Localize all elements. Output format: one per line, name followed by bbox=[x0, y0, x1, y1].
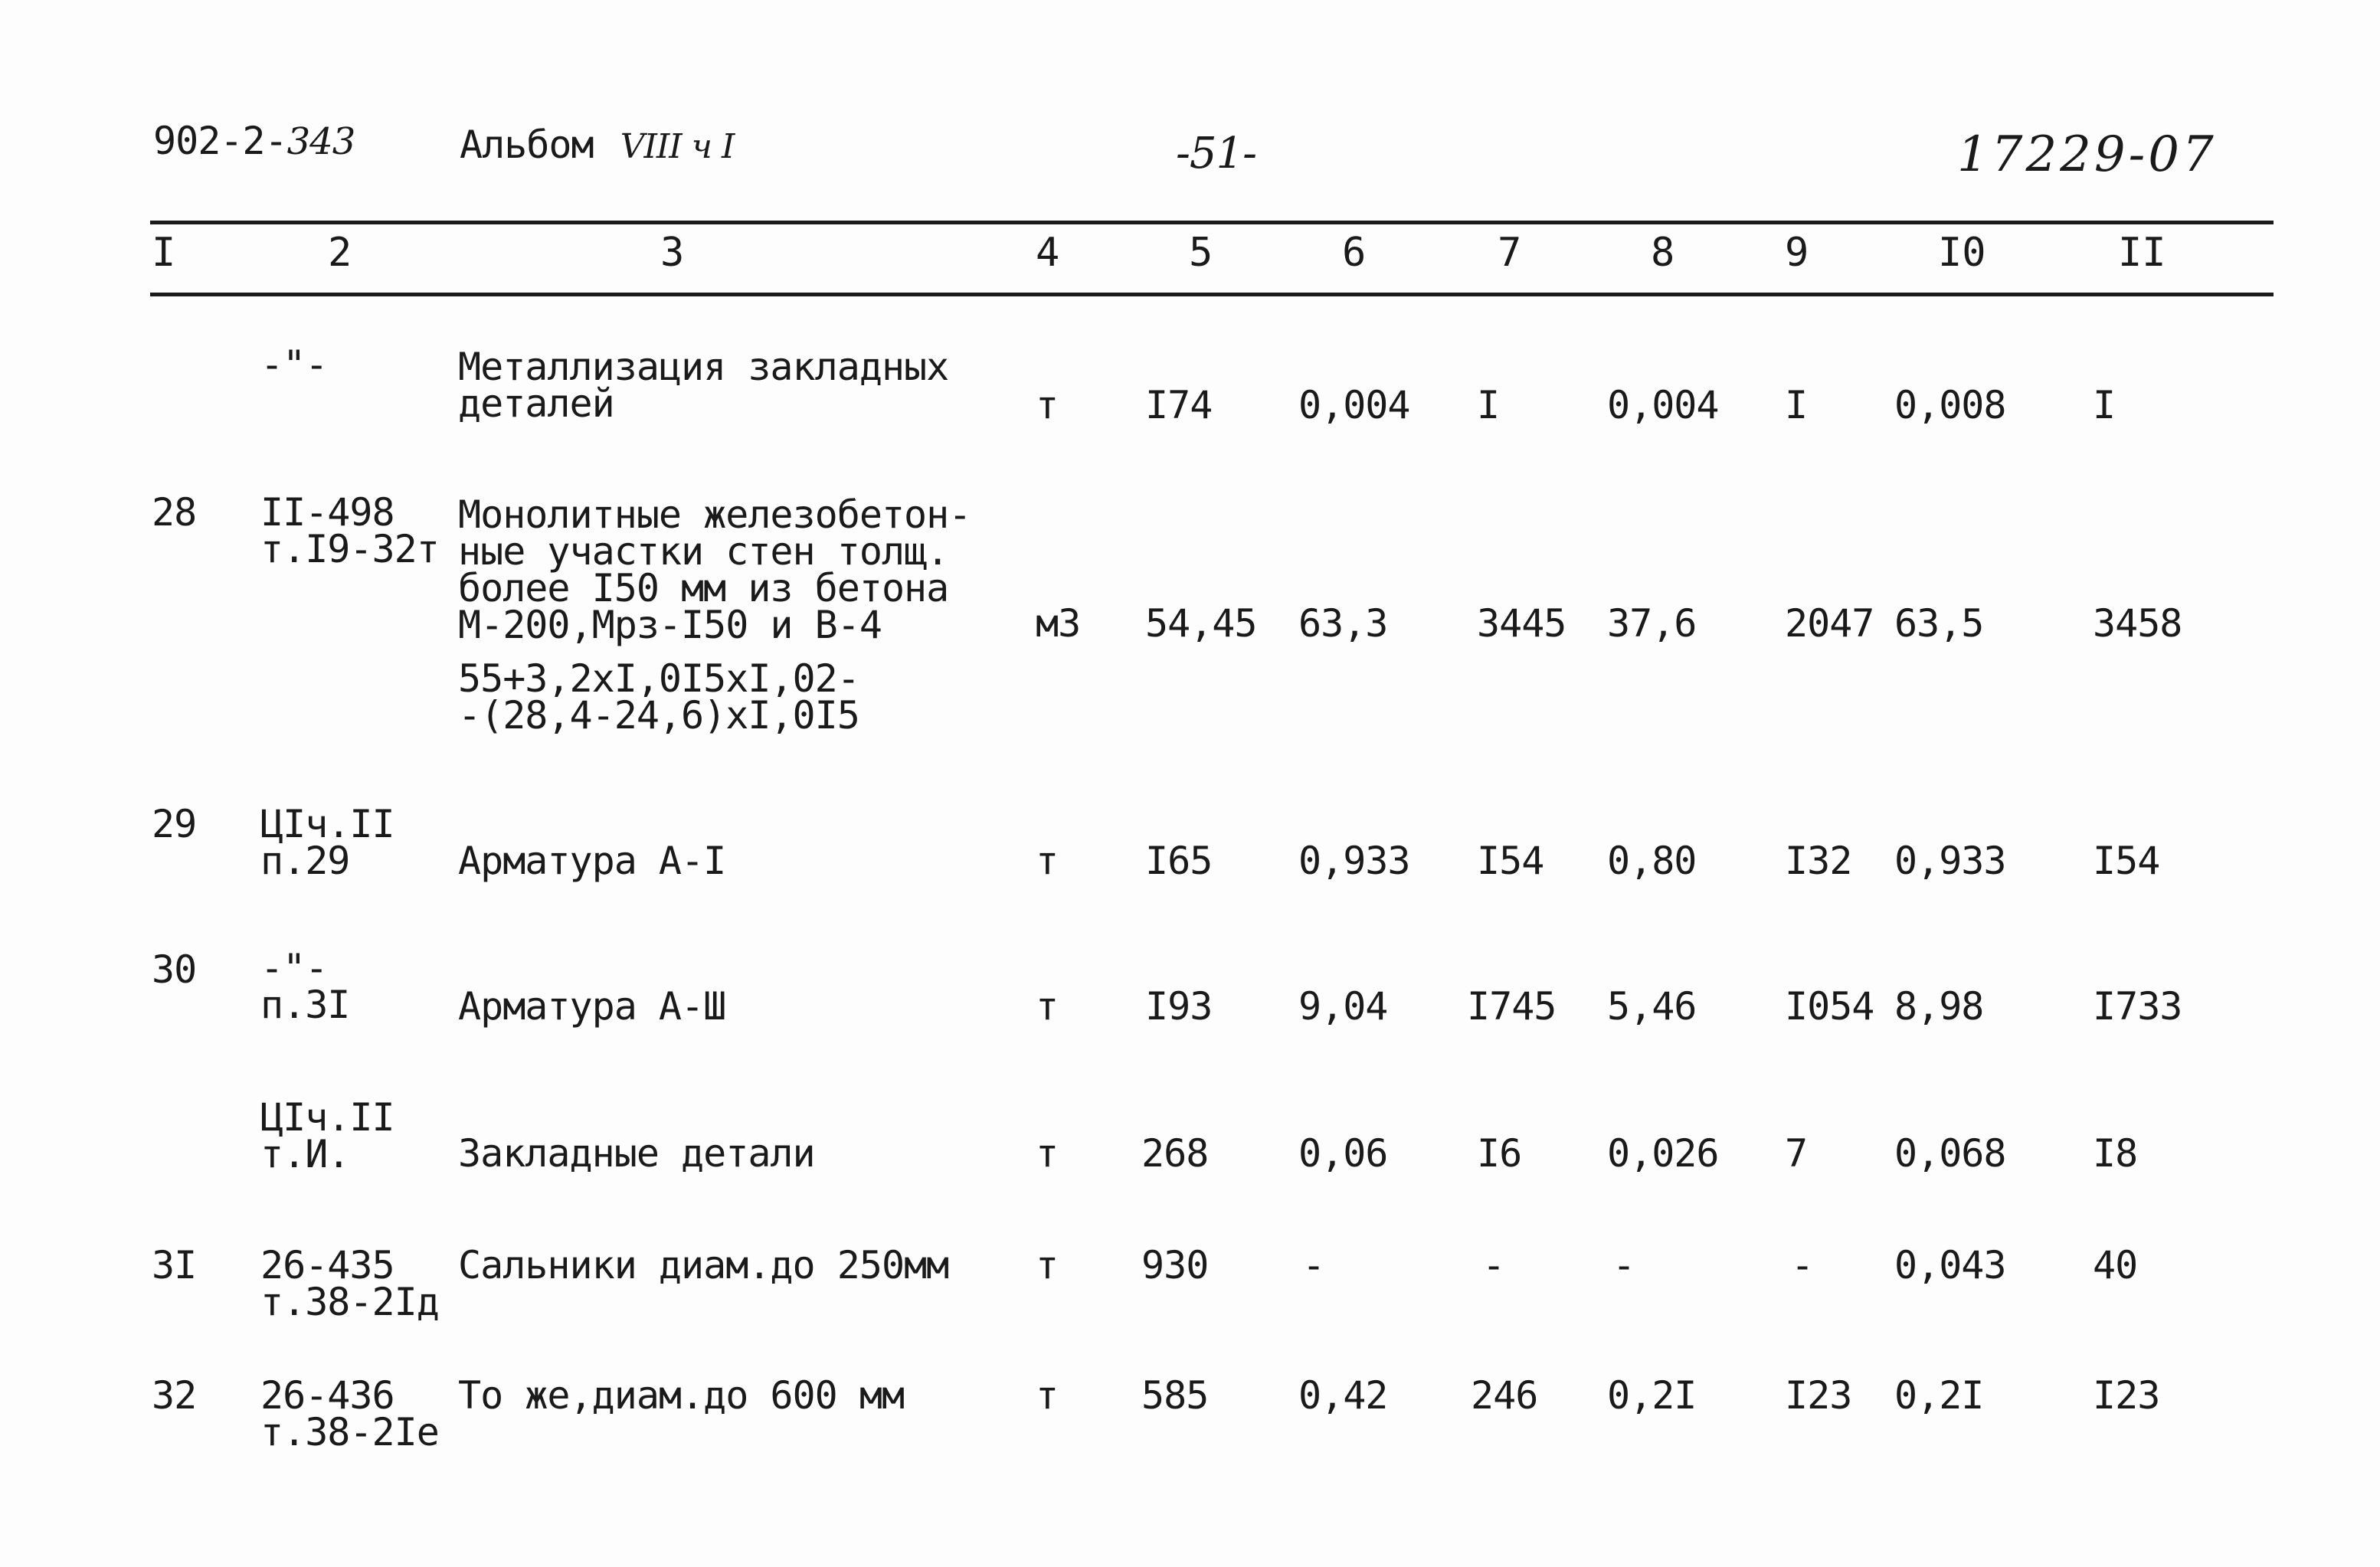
row-name-line: ные участки стен толщ. bbox=[458, 529, 949, 574]
row-name: То же,диам.до 600 мм bbox=[458, 1373, 905, 1418]
row-col5: I93 bbox=[1145, 984, 1213, 1029]
row-code-line: т.И. bbox=[260, 1132, 350, 1176]
row-unit: м3 bbox=[1036, 601, 1081, 646]
row-col8: 5,46 bbox=[1607, 984, 1697, 1029]
row-col6: 0,004 bbox=[1298, 383, 1410, 427]
row-col7: 3445 bbox=[1477, 601, 1566, 646]
row-col9: 7 bbox=[1785, 1131, 1808, 1176]
row-col9: I054 bbox=[1785, 984, 1874, 1029]
row-code bbox=[260, 1243, 439, 1324]
row-col6: 63,3 bbox=[1298, 601, 1388, 646]
row-col8: 0,2I bbox=[1607, 1373, 1697, 1418]
row-col6: 0,42 bbox=[1298, 1373, 1388, 1418]
row-col5: I74 bbox=[1145, 383, 1213, 427]
row-code-line: -"- bbox=[260, 342, 328, 387]
row-name: Арматура А-I bbox=[458, 839, 726, 883]
row-code bbox=[260, 1095, 394, 1176]
album-label: Альбом bbox=[460, 123, 594, 167]
row-code bbox=[260, 342, 328, 387]
row-col11: 3458 bbox=[2093, 601, 2182, 646]
top-rule bbox=[150, 221, 2274, 224]
row-code-line: т.I9-32т bbox=[260, 527, 439, 571]
row-name-line: М-200,Мрз-I50 и В-4 bbox=[458, 603, 882, 647]
row-col7: 246 bbox=[1471, 1373, 1538, 1418]
column-number-7: 7 bbox=[1498, 230, 1522, 276]
row-col8: 0,80 bbox=[1607, 839, 1697, 883]
column-number-5: 5 bbox=[1189, 230, 1213, 276]
row-col10: 0,933 bbox=[1894, 839, 2006, 883]
row-formula bbox=[458, 656, 859, 738]
row-col10: 63,5 bbox=[1894, 601, 1984, 646]
row-unit: т bbox=[1036, 1373, 1059, 1418]
row-col7: I54 bbox=[1477, 839, 1544, 883]
column-number-2: 2 bbox=[328, 230, 352, 276]
row-formula-line: -(28,4-24,6)хI,0I5 bbox=[458, 693, 859, 738]
row-col6: - bbox=[1302, 1243, 1325, 1287]
row-col10: 0,043 bbox=[1894, 1243, 2006, 1287]
row-col5: 54,45 bbox=[1145, 601, 1257, 646]
row-number: 28 bbox=[152, 490, 197, 535]
document-code-printed: 902-2- bbox=[153, 119, 287, 163]
row-col9: I32 bbox=[1785, 839, 1852, 883]
row-code-line: т.38-2Iд bbox=[260, 1280, 439, 1324]
column-number-8: 8 bbox=[1651, 230, 1675, 276]
row-name: Арматура А-Ш bbox=[458, 984, 726, 1029]
row-col9: 2047 bbox=[1785, 601, 1874, 646]
row-col11: I bbox=[2093, 383, 2116, 427]
row-col8: 0,004 bbox=[1607, 383, 1719, 427]
row-code-line: ЦIч.II bbox=[260, 1095, 394, 1140]
column-number-6: 6 bbox=[1342, 230, 1367, 276]
row-code-line: 26-436 bbox=[260, 1373, 394, 1418]
row-code bbox=[260, 802, 394, 883]
row-col11: I54 bbox=[2093, 839, 2160, 883]
row-unit: т bbox=[1036, 839, 1059, 883]
row-formula-line: 55+3,2хI,0I5хI,02- bbox=[458, 656, 859, 701]
row-name: Сальники диам.до 250мм bbox=[458, 1243, 949, 1287]
row-code bbox=[260, 490, 439, 571]
row-name bbox=[458, 492, 971, 647]
column-number-3: 3 bbox=[660, 230, 685, 276]
row-code bbox=[260, 1373, 439, 1454]
column-number-11: II bbox=[2118, 230, 2166, 276]
row-col6: 0,933 bbox=[1298, 839, 1410, 883]
album-handwritten: VIII ч I bbox=[620, 127, 735, 166]
row-number: 30 bbox=[152, 947, 197, 992]
row-col5: 268 bbox=[1141, 1131, 1209, 1176]
row-code-line: п.29 bbox=[260, 839, 350, 883]
row-number: 3I bbox=[152, 1243, 197, 1287]
document-number: 17229-07 bbox=[1957, 126, 2217, 183]
row-code-line: т.38-2Iе bbox=[260, 1410, 439, 1454]
row-number: 32 bbox=[152, 1373, 197, 1418]
row-unit: т bbox=[1036, 984, 1059, 1029]
row-col10: 0,068 bbox=[1894, 1131, 2006, 1176]
row-col8: 37,6 bbox=[1607, 601, 1697, 646]
row-name-line: деталей bbox=[458, 381, 614, 426]
row-col9: - bbox=[1791, 1243, 1814, 1287]
row-code-line: 26-435 bbox=[260, 1243, 394, 1287]
row-col7: - bbox=[1482, 1243, 1505, 1287]
row-col5: 585 bbox=[1141, 1373, 1209, 1418]
row-col5: 930 bbox=[1141, 1243, 1209, 1287]
row-col11: I23 bbox=[2093, 1373, 2160, 1418]
row-name-line: более I50 мм из бетона bbox=[458, 566, 949, 610]
row-col7: I745 bbox=[1467, 984, 1557, 1029]
row-name-line: Монолитные железобетон- bbox=[458, 492, 971, 537]
column-number-10: I0 bbox=[1938, 230, 1986, 276]
row-col10: 0,2I bbox=[1894, 1373, 1984, 1418]
row-col11: 40 bbox=[2093, 1243, 2138, 1287]
row-col7: I bbox=[1477, 383, 1500, 427]
header-bottom-rule bbox=[150, 293, 2274, 296]
row-unit: т bbox=[1036, 1243, 1059, 1287]
row-code bbox=[260, 946, 350, 1027]
row-name: Закладные детали bbox=[458, 1131, 815, 1176]
row-col11: I733 bbox=[2093, 984, 2182, 1029]
row-name-line: Металлизация закладных bbox=[458, 345, 949, 389]
album-label-group bbox=[460, 123, 734, 167]
row-col9: I bbox=[1785, 383, 1808, 427]
row-unit: т bbox=[1036, 383, 1059, 427]
row-code-line: II-498 bbox=[260, 490, 394, 535]
row-code-line: ЦIч.II bbox=[260, 802, 394, 846]
column-number-9: 9 bbox=[1785, 230, 1809, 276]
row-col5: I65 bbox=[1145, 839, 1213, 883]
row-col6: 9,04 bbox=[1298, 984, 1388, 1029]
row-name bbox=[458, 345, 949, 426]
row-col8: - bbox=[1612, 1243, 1635, 1287]
row-col9: I23 bbox=[1785, 1373, 1852, 1418]
row-col6: 0,06 bbox=[1298, 1131, 1388, 1176]
row-code-line: -"- bbox=[260, 946, 328, 990]
document-code-handwritten: 343 bbox=[286, 120, 355, 163]
row-code-line: п.3I bbox=[260, 983, 350, 1027]
row-col7: I6 bbox=[1477, 1131, 1522, 1176]
column-number-1: I bbox=[152, 230, 176, 276]
column-number-4: 4 bbox=[1036, 230, 1060, 276]
row-unit: т bbox=[1036, 1131, 1059, 1176]
document-code bbox=[153, 119, 355, 163]
row-number: 29 bbox=[152, 802, 197, 846]
page-number: -51- bbox=[1176, 129, 1257, 178]
row-col10: 8,98 bbox=[1894, 984, 1984, 1029]
row-col8: 0,026 bbox=[1607, 1131, 1719, 1176]
row-col10: 0,008 bbox=[1894, 383, 2006, 427]
row-col11: I8 bbox=[2093, 1131, 2138, 1176]
